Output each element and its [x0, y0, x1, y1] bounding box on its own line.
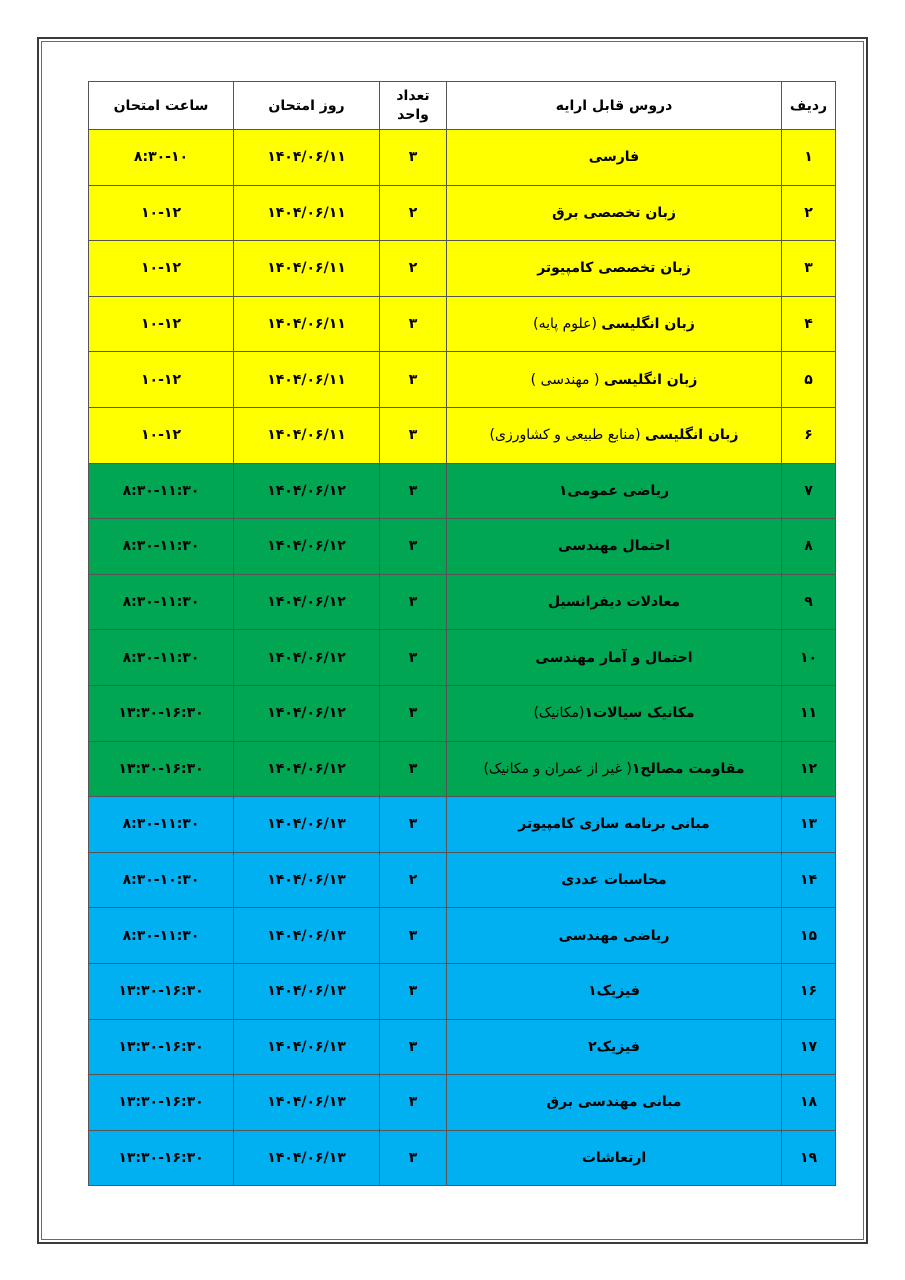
table-row [89, 908, 836, 964]
course-name: مقاومت مصالح۱ [631, 760, 745, 777]
table-row [89, 407, 836, 463]
cell-course [447, 407, 782, 463]
cell-exam-day: ۱۴۰۴/۰۶/۱۱ [234, 296, 380, 352]
cell-units: ۳ [380, 1075, 447, 1131]
table-row [89, 185, 836, 241]
course-note: (منابع طبیعی و کشاورزی) [489, 427, 646, 444]
cell-exam-time: ۱۳:۳۰-۱۶:۳۰ [89, 1075, 234, 1131]
cell-units: ۲ [380, 185, 447, 241]
table-row [89, 1075, 836, 1131]
table-row [89, 685, 836, 741]
header-radif: ردیف [782, 82, 836, 130]
cell-course [447, 296, 782, 352]
cell-units: ۳ [380, 1019, 447, 1075]
cell-exam-day: ۱۴۰۴/۰۶/۱۱ [234, 352, 380, 408]
cell-exam-time: ۱۳:۳۰-۱۶:۳۰ [89, 741, 234, 797]
cell-exam-time: ۸:۳۰-۱۱:۳۰ [89, 908, 234, 964]
cell-exam-time: ۱۳:۳۰-۱۶:۳۰ [89, 1130, 234, 1186]
cell-exam-day: ۱۴۰۴/۰۶/۱۳ [234, 1019, 380, 1075]
cell-radif: ۷ [782, 463, 836, 519]
cell-course [447, 352, 782, 408]
cell-exam-time: ۱۰-۱۲ [89, 296, 234, 352]
cell-exam-time: ۱۰-۱۲ [89, 185, 234, 241]
header-exam-time: ساعت امتحان [89, 82, 234, 130]
header-units [380, 82, 447, 130]
cell-units: ۳ [380, 797, 447, 853]
cell-exam-time: ۸:۳۰-۱۱:۳۰ [89, 797, 234, 853]
table-row [89, 296, 836, 352]
table-row [89, 463, 836, 519]
course-name: زبان انگلیسی [603, 371, 698, 388]
cell-exam-day: ۱۴۰۴/۰۶/۱۱ [234, 185, 380, 241]
table-row [89, 519, 836, 575]
course-name: زبان انگلیسی [601, 316, 695, 333]
header-exam-day: روز امتحان [234, 82, 380, 130]
cell-radif: ۳ [782, 241, 836, 297]
table-row [89, 130, 836, 186]
cell-exam-day: ۱۴۰۴/۰۶/۱۱ [234, 241, 380, 297]
cell-units: ۳ [380, 519, 447, 575]
course-note: (علوم پایه) [533, 316, 602, 333]
cell-exam-time: ۱۰-۱۲ [89, 352, 234, 408]
cell-course [447, 630, 782, 686]
cell-exam-time: ۱۳:۳۰-۱۶:۳۰ [89, 963, 234, 1019]
course-name: معادلات دیفرانسیل [547, 594, 681, 611]
table-row [89, 352, 836, 408]
cell-course [447, 130, 782, 186]
cell-units: ۳ [380, 130, 447, 186]
table-row [89, 241, 836, 297]
table-row [89, 1019, 836, 1075]
cell-exam-day: ۱۴۰۴/۰۶/۱۱ [234, 407, 380, 463]
cell-units: ۳ [380, 685, 447, 741]
course-note: ( غیر از عمران و مکانیک) [483, 760, 632, 777]
cell-exam-day: ۱۴۰۴/۰۶/۱۱ [234, 130, 380, 186]
cell-radif: ۱۶ [782, 963, 836, 1019]
course-name: مبانی برنامه سازی کامپیوتر [518, 816, 710, 833]
table-body [89, 130, 836, 1186]
table-row [89, 852, 836, 908]
cell-units: ۳ [380, 1130, 447, 1186]
cell-units: ۳ [380, 741, 447, 797]
cell-course [447, 852, 782, 908]
cell-exam-day: ۱۴۰۴/۰۶/۱۲ [234, 630, 380, 686]
course-name: زبان تخصصی کامپیوتر [537, 260, 691, 277]
cell-exam-time: ۸:۳۰-۱۰:۳۰ [89, 852, 234, 908]
cell-exam-time: ۱۰-۱۲ [89, 407, 234, 463]
cell-course [447, 574, 782, 630]
table-header-row [89, 82, 836, 130]
table-row [89, 630, 836, 686]
cell-radif: ۱۲ [782, 741, 836, 797]
cell-exam-time: ۸:۳۰-۱۱:۳۰ [89, 519, 234, 575]
cell-radif: ۱۷ [782, 1019, 836, 1075]
course-name: زبان انگلیسی [645, 427, 739, 444]
cell-units: ۳ [380, 963, 447, 1019]
header-units-line1: تعداد [396, 87, 430, 104]
cell-exam-time: ۱۳:۳۰-۱۶:۳۰ [89, 1019, 234, 1075]
cell-exam-day: ۱۴۰۴/۰۶/۱۲ [234, 574, 380, 630]
cell-radif: ۸ [782, 519, 836, 575]
cell-radif: ۱۸ [782, 1075, 836, 1131]
cell-radif: ۲ [782, 185, 836, 241]
course-name: احتمال و آمار مهندسی [535, 649, 693, 666]
cell-course [447, 1130, 782, 1186]
cell-course [447, 963, 782, 1019]
cell-course [447, 185, 782, 241]
cell-radif: ۱۴ [782, 852, 836, 908]
cell-units: ۳ [380, 463, 447, 519]
cell-exam-time: ۸:۳۰-۱۱:۳۰ [89, 463, 234, 519]
cell-units: ۳ [380, 352, 447, 408]
cell-exam-day: ۱۴۰۴/۰۶/۱۲ [234, 685, 380, 741]
course-name: مبانی مهندسی برق [546, 1094, 682, 1111]
cell-exam-day: ۱۴۰۴/۰۶/۱۳ [234, 1075, 380, 1131]
course-name: فارسی [588, 149, 640, 166]
table-row [89, 574, 836, 630]
exam-schedule-table [88, 81, 836, 1186]
cell-radif: ۱۳ [782, 797, 836, 853]
cell-exam-day: ۱۴۰۴/۰۶/۱۳ [234, 963, 380, 1019]
cell-exam-time: ۱۳:۳۰-۱۶:۳۰ [89, 685, 234, 741]
cell-radif: ۱۱ [782, 685, 836, 741]
course-name: محاسبات عددی [561, 872, 667, 889]
cell-exam-time: ۸:۳۰-۱۰ [89, 130, 234, 186]
cell-radif: ۹ [782, 574, 836, 630]
cell-exam-day: ۱۴۰۴/۰۶/۱۲ [234, 519, 380, 575]
header-units-line2: واحد [397, 106, 429, 123]
cell-units: ۲ [380, 852, 447, 908]
cell-exam-time: ۸:۳۰-۱۱:۳۰ [89, 630, 234, 686]
course-name: مکانیک سیالات۱ [584, 705, 695, 722]
cell-units: ۳ [380, 574, 447, 630]
cell-course [447, 741, 782, 797]
course-name: احتمال مهندسی [558, 538, 670, 555]
course-name: ریاضی مهندسی [558, 927, 670, 944]
cell-exam-day: ۱۴۰۴/۰۶/۱۲ [234, 463, 380, 519]
cell-units: ۳ [380, 407, 447, 463]
table-row [89, 963, 836, 1019]
cell-exam-day: ۱۴۰۴/۰۶/۱۳ [234, 852, 380, 908]
cell-units: ۳ [380, 908, 447, 964]
course-name: فیزیک۲ [588, 1038, 640, 1055]
cell-units: ۲ [380, 241, 447, 297]
cell-exam-time: ۱۰-۱۲ [89, 241, 234, 297]
table-row [89, 797, 836, 853]
cell-course [447, 1019, 782, 1075]
cell-radif: ۱۰ [782, 630, 836, 686]
course-name: فیزیک۱ [588, 983, 640, 1000]
cell-radif: ۵ [782, 352, 836, 408]
cell-radif: ۴ [782, 296, 836, 352]
cell-exam-day: ۱۴۰۴/۰۶/۱۳ [234, 1130, 380, 1186]
table-row [89, 741, 836, 797]
cell-radif: ۱ [782, 130, 836, 186]
course-name: ریاضی عمومی۱ [558, 482, 670, 499]
cell-radif: ۱۵ [782, 908, 836, 964]
cell-course [447, 463, 782, 519]
cell-course [447, 908, 782, 964]
cell-exam-day: ۱۴۰۴/۰۶/۱۲ [234, 741, 380, 797]
cell-units: ۳ [380, 296, 447, 352]
cell-course [447, 1075, 782, 1131]
cell-course [447, 241, 782, 297]
course-name: زبان تخصصی برق [552, 204, 676, 221]
cell-radif: ۶ [782, 407, 836, 463]
cell-course [447, 797, 782, 853]
cell-exam-time: ۸:۳۰-۱۱:۳۰ [89, 574, 234, 630]
cell-course [447, 519, 782, 575]
cell-exam-day: ۱۴۰۴/۰۶/۱۳ [234, 908, 380, 964]
table-row [89, 1130, 836, 1186]
course-name: ارتعاشات [581, 1149, 647, 1166]
cell-radif: ۱۹ [782, 1130, 836, 1186]
course-note: (مکانیک) [533, 705, 585, 722]
course-note: ( مهندسی ) [530, 371, 604, 388]
cell-units: ۳ [380, 630, 447, 686]
cell-exam-day: ۱۴۰۴/۰۶/۱۳ [234, 797, 380, 853]
header-course: دروس قابل ارایه [447, 82, 782, 130]
cell-course [447, 685, 782, 741]
